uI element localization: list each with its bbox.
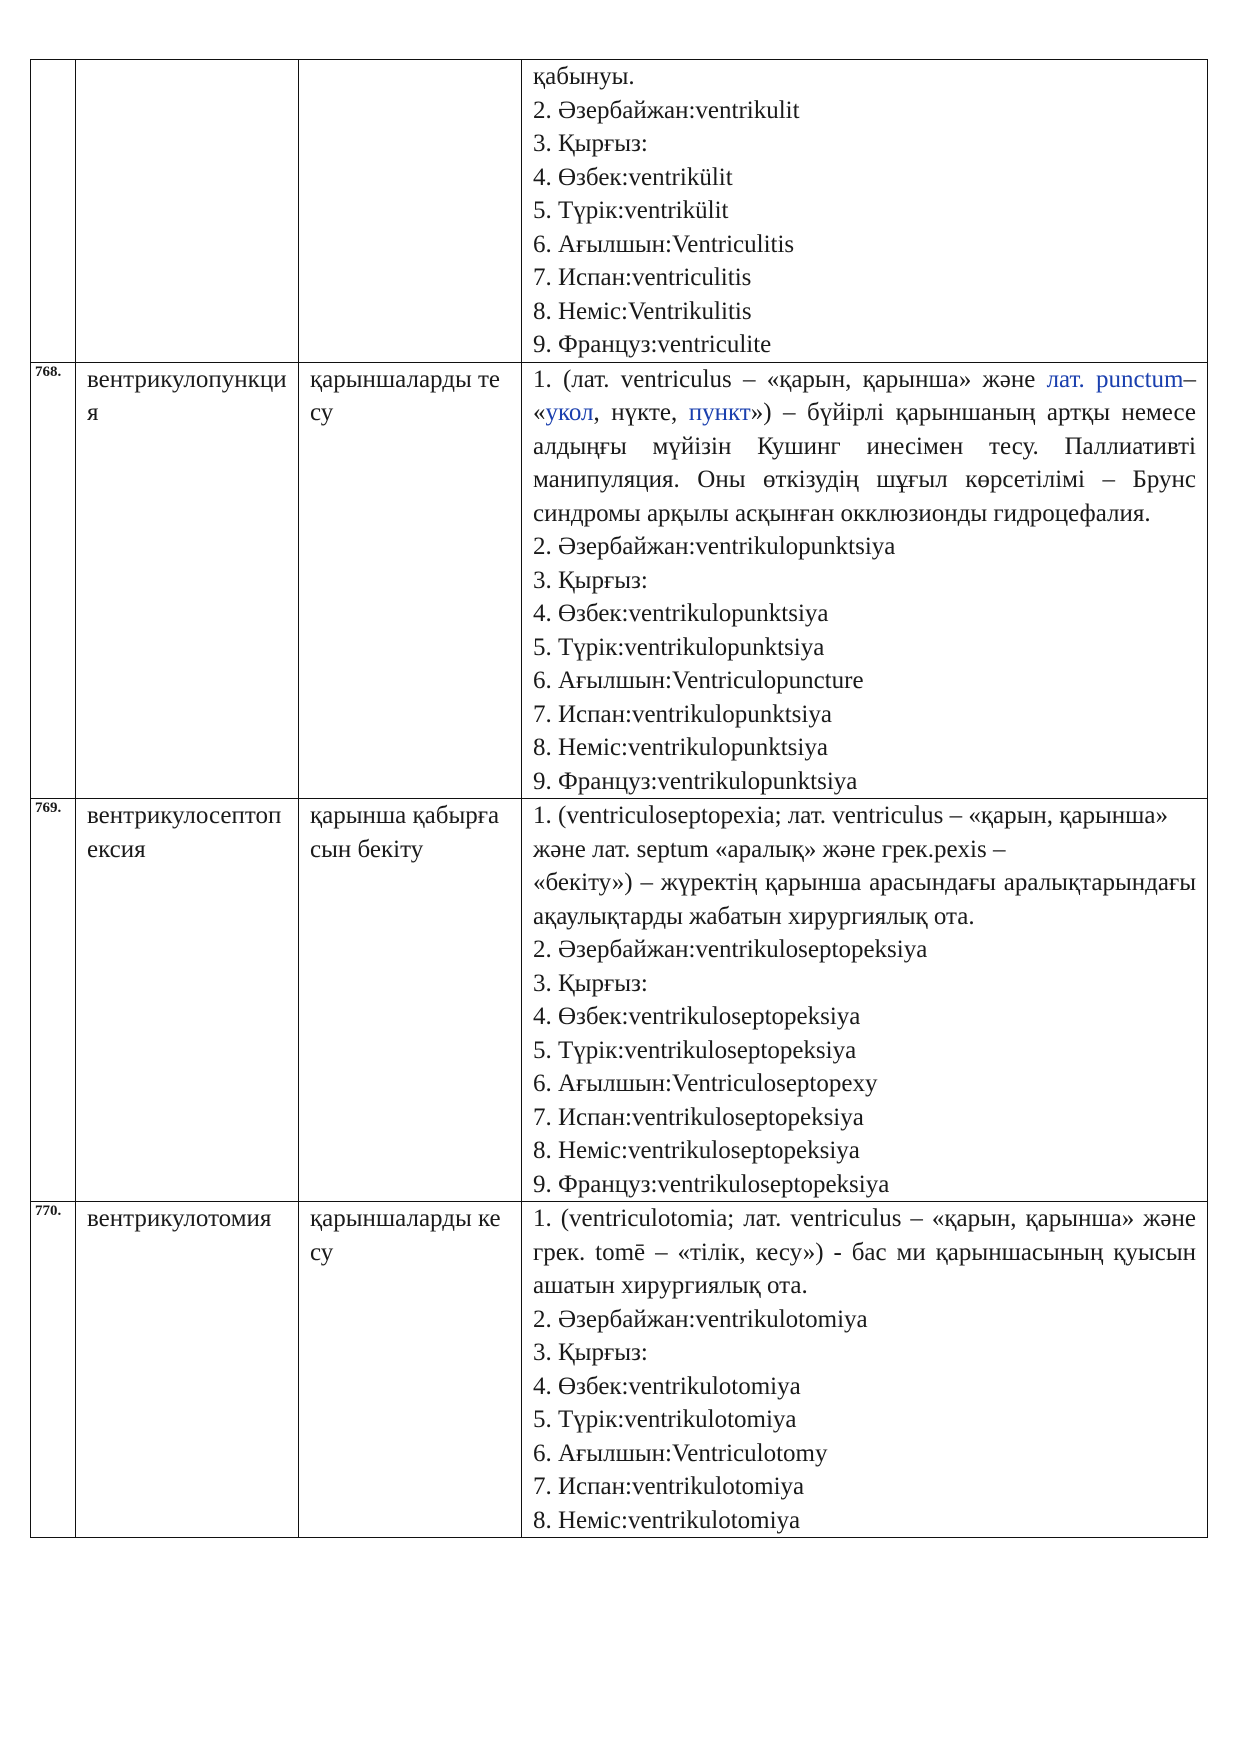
translation-cell <box>299 362 522 799</box>
entry-number-cell <box>31 1202 76 1538</box>
term-cell <box>76 362 299 799</box>
translation: қарыншаларды тесу <box>310 365 501 426</box>
definition-text: «бекіту») – жүректің қарынша арасындағы аралықтарындағы ақаулықтарды жабатын хирургиялық ота. <box>533 869 1196 930</box>
list-item: 6. Ағылшын:Ventriculitis <box>533 230 795 258</box>
entry-number: 770. <box>35 1203 62 1219</box>
term-cell <box>76 60 299 363</box>
list-item: 6. Ағылшын:Ventriculopuncture <box>533 667 864 694</box>
list-item: 6. Ағылшын:Ventriculoseptopexy <box>533 1070 878 1097</box>
list-item: 4. Өзбек:ventrikuloseptopeksiya <box>533 1003 861 1030</box>
list-item: 5. Түрік:ventrikulopunktsiya <box>533 633 825 661</box>
description-cell <box>522 362 1208 799</box>
list-item: 3. Қырғыз: <box>533 566 648 594</box>
definition-text: 1. (лат. ventriculus – «қарын, қарынша» және <box>533 365 1047 393</box>
entry-number-cell <box>31 799 76 1202</box>
list-item: 3. Қырғыз: <box>533 969 648 997</box>
term: вентрикулосептопексия <box>87 802 282 863</box>
term: вентрикулопункция <box>87 365 287 426</box>
definition <box>533 363 1196 531</box>
description-cell <box>522 60 1208 363</box>
list-item: 6. Ағылшын:Ventriculotomy <box>533 1439 828 1467</box>
description-cell <box>522 1202 1208 1538</box>
list-item: 8. Неміс:ventrikulotomiya <box>533 1506 801 1534</box>
term-cell <box>76 1202 299 1538</box>
list-item: 4. Өзбек:ventrikulotomiya <box>533 1372 801 1400</box>
description-cell <box>522 799 1208 1202</box>
list-item: 2. Әзербайжан:ventrikuloseptopeksiya <box>533 936 928 963</box>
translation-cell <box>299 60 522 363</box>
list-item: 7. Испан:ventrikulopunktsiya <box>533 700 832 728</box>
entry-number: 769. <box>35 800 62 816</box>
language-list <box>533 1303 1196 1538</box>
dictionary-table <box>30 59 1208 1538</box>
list-item: 3. Қырғыз: <box>533 130 648 157</box>
definition-text: , нүкте, <box>593 399 689 426</box>
definition <box>533 799 1196 933</box>
language-list <box>533 933 1196 1201</box>
list-item: 2. Әзербайжан:ventrikulotomiya <box>533 1305 868 1333</box>
list-item: 8. Неміс:ventrikulopunktsiya <box>533 734 828 761</box>
list-item: 4. Өзбек:ventrikülit <box>533 163 733 191</box>
list-item: 5. Түрік:ventrikulotomiya <box>533 1406 797 1433</box>
term-cell <box>76 799 299 1202</box>
list-item: 2. Әзербайжан:ventrikulit <box>533 96 800 124</box>
list-item: 8. Неміс:ventrikuloseptopeksiya <box>533 1137 860 1164</box>
translation: қарыншаларды кесу <box>310 1205 501 1266</box>
definition-text: ») – бүйірлі қарыншаның артқы немесе алдыңғы мүйізін Кушинг инесімен тесу. Паллиативті манипуляция. Оны өткізудің шұғыл көрсетілімі – Брунс синдромы арқылы асқынған окклюзионды гидроцефалия. <box>533 399 1196 527</box>
language-list <box>533 60 1196 362</box>
entry-number-cell <box>31 362 76 799</box>
definition-text: – « <box>533 365 1196 426</box>
entry-number-cell <box>31 60 76 363</box>
list-item: 9. Француз:ventrikulopunktsiya <box>533 767 858 795</box>
table-row <box>31 60 1208 363</box>
entry-number: 768. <box>35 363 62 380</box>
definition: 1. (ventriculotomia; лат. ventriculus – «қарын, қарынша» және грек. tomē – «тілік, кесу») - бас ми қарыншасының қуысын ашатын хирургиялық ота. <box>533 1205 1196 1299</box>
table-row <box>31 799 1208 1202</box>
definition-text: және лат. septum «аралық» және грек.pexis – <box>533 835 1006 863</box>
list-item: 5. Түрік:ventrikuloseptopeksiya <box>533 1036 857 1064</box>
list-item: 5. Түрік:ventrikülit <box>533 197 729 224</box>
table-row <box>31 362 1208 799</box>
list-item: 9. Француз:ventrikuloseptopeksiya <box>533 1170 890 1198</box>
translation-cell <box>299 799 522 1202</box>
list-item: 3. Қырғыз: <box>533 1339 648 1366</box>
definition-text: 1. (ventriculoseptopexia; лат. ventriculus – «қарын, қарынша» <box>533 802 1169 829</box>
list-item: 7. Испан:ventrikuloseptopeksiya <box>533 1103 864 1131</box>
translation-cell <box>299 1202 522 1538</box>
list-item: 4. Өзбек:ventrikulopunktsiya <box>533 600 829 627</box>
table-row <box>31 1202 1208 1538</box>
link-punkt[interactable]: пункт <box>688 399 751 426</box>
link-ukol[interactable]: укол <box>545 399 594 426</box>
language-list <box>533 530 1196 798</box>
list-item: 2. Әзербайжан:ventrikulopunktsiya <box>533 533 896 560</box>
term: вентрикулотомия <box>87 1205 272 1232</box>
list-item: 7. Испан:ventriculitis <box>533 264 752 291</box>
list-item: 7. Испан:ventrikulotomiya <box>533 1473 805 1500</box>
list-item: 8. Неміс:Ventrikulitis <box>533 297 752 325</box>
list-item: қабынуы. <box>533 63 635 90</box>
link-punctum[interactable]: лат. punctum <box>1046 365 1184 393</box>
list-item: 9. Француз:ventriculite <box>533 331 772 358</box>
translation: қарынша қабырғасын бекіту <box>310 802 500 863</box>
